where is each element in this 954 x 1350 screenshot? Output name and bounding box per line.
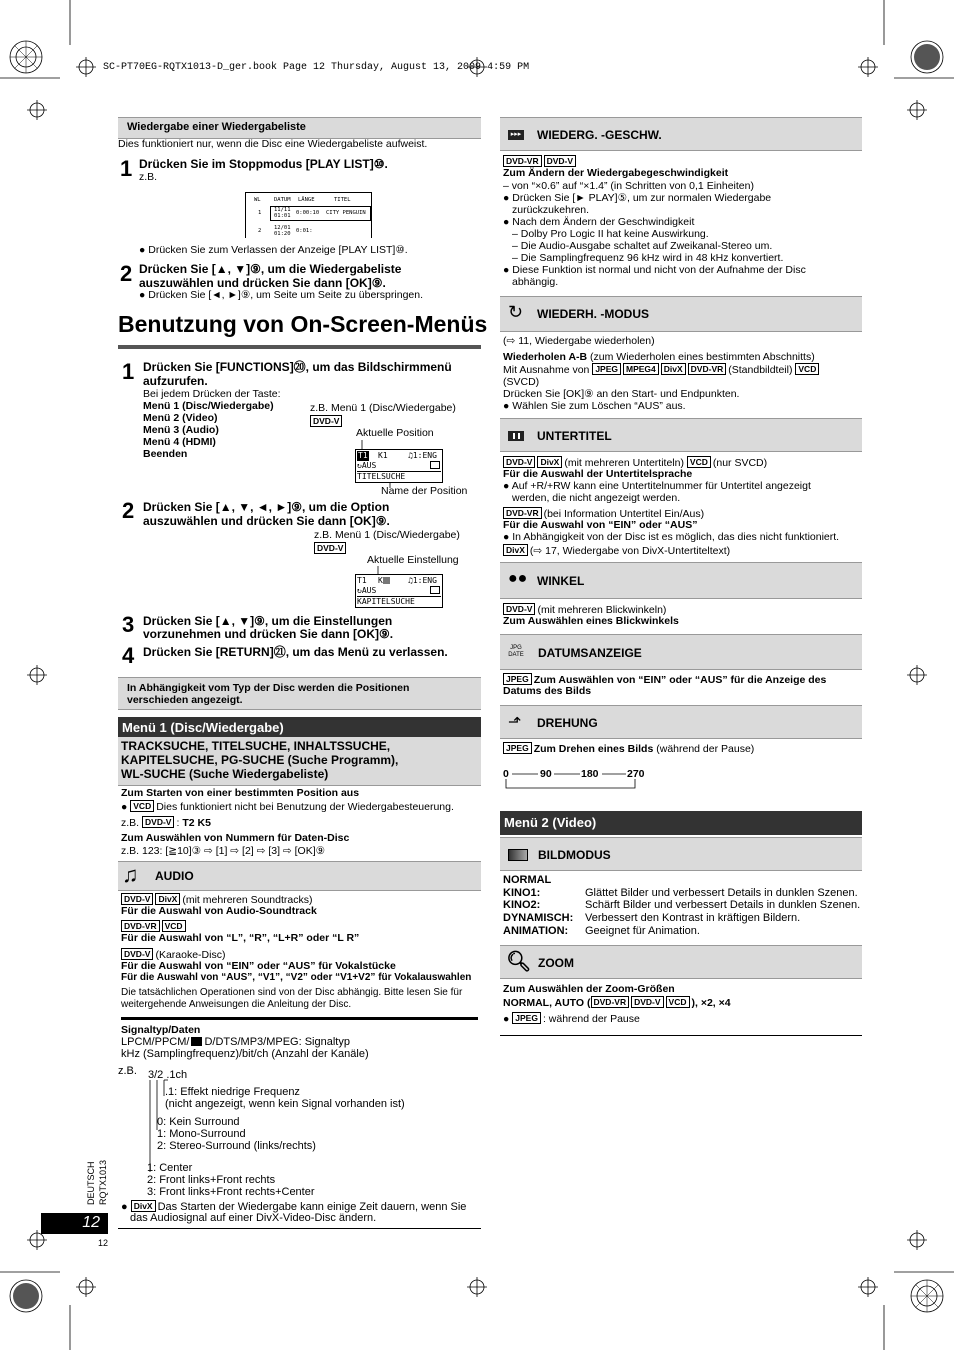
signal-d1b: (nicht angezeigt, wenn kein Signal vorhanden ist) — [165, 1098, 405, 1110]
playlist-cell: CITY PENGUIN — [326, 210, 366, 216]
speed-line: zurückzukehren. — [512, 204, 590, 216]
signal-d3a: 1: Center — [147, 1162, 193, 1174]
page-number: 12 — [82, 1214, 100, 1231]
side-language: DEUTSCH — [86, 1161, 96, 1205]
search-head-line: KAPITELSUCHE, PG-SUCHE (Suche Programm), — [121, 753, 399, 767]
search-head-box — [118, 737, 481, 786]
playlist-cell: 01:01 — [274, 213, 291, 219]
angle-title: WINKEL — [537, 574, 585, 588]
osd2-label-top: Aktuelle Einstellung — [367, 554, 459, 566]
subtitle-bar — [500, 418, 862, 452]
speed-line: ● Drücken Sie [► PLAY]⑤, um zur normalen Wiedergabe — [503, 192, 772, 204]
repeat-title: WIEDERH. -MODUS — [537, 307, 649, 321]
picture-mode-desc: Glättet Bilder und verbessert Details in dunklen Szenen. — [585, 887, 858, 899]
playlist-intro: Dies funktioniert nur, wenn die Disc eine Wiedergabeliste aufweist. — [118, 138, 428, 150]
search-sub: Zum Starten von einer bestimmten Position aus — [121, 787, 360, 799]
zoom-line: ● JPEG : während der Pause — [503, 1013, 640, 1025]
playlist-col-title: TITEL — [334, 197, 351, 203]
playlist-step1-text: Drücken Sie im Stoppmodus [PLAY LIST]⑩. — [139, 157, 388, 171]
audio-note2: weitergehende Anweisungen die Anleitung der Disc. — [121, 999, 352, 1010]
repeat-bar — [500, 296, 862, 332]
divx-note: ● DivX Das Starten der Wiedergabe kann einige Zeit dauern, wenn Sie — [121, 1201, 467, 1213]
zoom-title: ZOOM — [538, 956, 574, 970]
playlist-col-length: LÄNGE — [298, 197, 315, 203]
speed-head: Zum Ändern der Wiedergabegeschwindigkeit — [503, 167, 729, 179]
subtitle-line: ● Auf +R/+RW kann eine Untertitelnummer für Untertitel angezeigt — [503, 480, 811, 492]
step2-number: 2 — [122, 498, 135, 523]
speed-line: ● Nach dem Ändern der Geschwindigkeit — [503, 216, 695, 228]
audio-bar — [118, 861, 481, 891]
audio-note1: Die tatsächlichen Operationen sind von der Disc abhängig. Bitte lesen Sie für — [121, 987, 463, 998]
date-bar — [500, 634, 862, 670]
step1-sub: Bei jedem Drücken der Taste: — [143, 388, 281, 400]
subtitle-title: UNTERTITEL — [537, 429, 612, 443]
osd1-label-bottom: Name der Position — [381, 485, 468, 497]
repeat-line: Drücken Sie [OK]⑨ an den Start- und Endpunkten. — [503, 388, 740, 400]
audio-line2: DVD-VR VCD — [121, 920, 188, 934]
search-head-line: TRACKSUCHE, TITELSUCHE, INHALTSSUCHE, — [121, 739, 391, 753]
signal-eg-value: 3/2 .1ch — [148, 1069, 188, 1081]
signal-d2c: 2: Stereo-Surround (links/rechts) — [157, 1140, 316, 1152]
repeat-icon: ↻ — [508, 302, 524, 322]
page-number-small: 12 — [98, 1238, 109, 1248]
picture-mode-key: ANIMATION: — [503, 925, 569, 937]
playlist-col-date: DATUM — [274, 197, 291, 203]
page-title: Benutzung von On-Screen-Menüs — [118, 311, 488, 337]
playlist-step2-line2: auszuwählen und drücken Sie dann [OK]⑨. — [139, 276, 386, 290]
playlist-step1-number: 1 — [120, 156, 133, 181]
playlist-cell: 01:20 — [274, 231, 291, 237]
menu-list-item: Beenden — [143, 448, 188, 460]
repeat-svcd: (SVCD) — [503, 376, 540, 388]
signal-d3b: 2: Front links+Front rechts — [147, 1174, 276, 1186]
menu-list-item: Menü 1 (Disc/Wiedergabe) — [143, 400, 274, 412]
osd1-label-top: Aktuelle Position — [356, 427, 434, 439]
audio-line3c: Für die Auswahl von “AUS”, “V1”, “V2” oder “V1+V2” für Vokalauswahlen — [121, 972, 472, 983]
divx-note2: das Audiosignal auf einer DivX-Video-Disc ändern. — [130, 1212, 377, 1224]
date-line: Datums des Bilds — [503, 685, 592, 697]
osd2-eg: z.B. Menü 1 (Disc/Wiedergabe) — [314, 529, 460, 541]
picture-mode-key: DYNAMISCH: — [503, 912, 574, 924]
audio-line1b: Für die Auswahl von Audio-Soundtrack — [121, 905, 317, 917]
signal-eg: z.B. — [118, 1065, 137, 1077]
playlist-col-wl: WL — [254, 197, 261, 203]
picture-mode-desc: Verbessert den Kontrast in kräftigen Bildern. — [585, 912, 801, 924]
audio-title: AUDIO — [155, 869, 194, 883]
step3-number: 3 — [122, 612, 135, 637]
notice-box — [118, 677, 481, 710]
repeat-ab: Wiederholen A-B (zum Wiederholen eines bestimmten Abschnitts) — [503, 351, 815, 363]
side-code: RQTX1013 — [98, 1159, 108, 1205]
picture-mode-icon — [508, 849, 528, 861]
title-underline — [118, 345, 481, 349]
playlist-cell: 12/01 — [274, 225, 291, 231]
playlist-cell: 11/11 — [274, 207, 291, 213]
subtitle-line: werden, die nicht angezeigt werden. — [512, 492, 681, 504]
menu-list-item: Menü 2 (Video) — [143, 412, 218, 424]
camera-icon: ●● — [508, 570, 528, 587]
signal-divider — [121, 1017, 478, 1020]
rotate-step: 0 — [503, 768, 509, 780]
step4-text: Drücken Sie [RETURN]㉑, um das Menü zu verlassen. — [143, 645, 448, 659]
playlist-step1-eg: z.B. — [139, 171, 158, 183]
right-bottom-rule — [500, 1035, 862, 1036]
speed-title: WIEDERG. -GESCHW. — [537, 128, 662, 142]
rotate-step: 270 — [627, 768, 645, 780]
search-head-line: WL-SUCHE (Suche Wiedergabeliste) — [121, 767, 329, 781]
speed-line: – Die Samplingfrequenz 96 kHz wird in 48 kHz konvertiert. — [512, 252, 784, 264]
zoom-line: NORMAL, AUTO ( DVD-VR DVD-V VCD ), ×2, ×4 — [503, 997, 731, 1009]
osd2-tag: DVD-V — [314, 542, 348, 556]
picture-mode-key: KINO2: — [503, 899, 541, 911]
menu-list-item: Menü 4 (HDMI) — [143, 436, 216, 448]
rotate-title: DREHUNG — [537, 716, 598, 730]
date-line: JPEG Zum Auswählen von “EIN” oder “AUS” für die Anzeige des — [503, 673, 826, 687]
signal-d3c: 3: Front links+Front rechts+Center — [147, 1186, 315, 1198]
subtitle-line: DVD-VR (bei Information Untertitel Ein/Aus) — [503, 507, 704, 521]
playlist-section-bar — [118, 117, 481, 139]
step1-line2: aufzurufen. — [143, 374, 208, 388]
picture-mode-bar — [500, 837, 862, 871]
menu2-title: Menü 2 (Video) — [504, 815, 597, 830]
notice-line2: verschieden angezeigt. — [127, 694, 243, 706]
zoom-head: Zum Auswählen der Zoom-Größen — [503, 983, 675, 995]
speed-line: – von “×0.6” auf “×1.4” (in Schritten von 0,1 Einheiten) — [503, 180, 754, 192]
file-header-line: SC-PT70EG-RQTX1013-D_ger.book Page 12 Thursday, August 13, 2009 4:59 PM — [103, 62, 530, 73]
rotate-icon: ⬏ — [508, 714, 522, 731]
notice-line1: In Abhängigkeit vom Typ der Disc werden die Positionen — [127, 682, 410, 694]
menu2-title-bar — [500, 811, 862, 835]
menu-list-item: Menü 3 (Audio) — [143, 424, 219, 436]
step2-line1: Drücken Sie [▲, ▼, ◄, ►]⑨, um die Option — [143, 500, 390, 514]
audio-line2b: Für die Auswahl von “L”, “R”, “L+R” oder “L R” — [121, 932, 360, 944]
signal-line1: LPCM/PPCM/ D/DTS/MP3/MPEG: Signaltyp — [121, 1036, 350, 1048]
playlist-cell: 0:00:10 — [296, 210, 320, 216]
picture-mode-key: KINO1: — [503, 887, 541, 899]
search-example: z.B. DVD-V : T2 K5 — [121, 817, 211, 829]
signal-line2: kHz (Samplingfrequenz)/bit/ch (Anzahl der Kanäle) — [121, 1048, 369, 1060]
audio-line3: DVD-V (Karaoke-Disc) — [121, 948, 225, 962]
dolby-icon — [191, 1037, 202, 1046]
subtitle-icon — [508, 431, 524, 441]
subtitle-line: ● In Abhängigkeit von der Disc ist es möglich, das dies nicht funktioniert. — [503, 531, 840, 543]
step3-line1: Drücken Sie [▲, ▼]⑨, um die Einstellungen — [143, 614, 393, 628]
fast-forward-icon: ▸▸▸ — [508, 130, 524, 140]
repeat-line: ● Wählen Sie zum Löschen “AUS” aus. — [503, 400, 686, 412]
playlist-cell: 0:01: — [296, 228, 313, 234]
jpg-date-icon: JPG DATE — [508, 645, 524, 658]
rotate-bar — [500, 705, 862, 739]
playlist-table-box — [245, 192, 372, 238]
signal-d2b: 1: Mono-Surround — [157, 1128, 246, 1140]
music-note-icon: ♫ — [122, 862, 139, 887]
osd1-display: T1 K1 ♫1:ENG ↻AUS TITELSUCHE — [355, 449, 443, 483]
audio-line1: DVD-V DivX (mit mehreren Soundtracks) — [121, 893, 313, 907]
signal-head: Signaltyp/Daten — [121, 1024, 201, 1036]
picture-mode-title: BILDMODUS — [538, 848, 611, 862]
repeat-except: Mit Ausnahme von JPEG MPEG4 DivX DVD-VR (Standbildteil) VCD — [503, 363, 821, 377]
speed-line: abhängig. — [512, 276, 559, 288]
subtitle-line: Für die Auswahl der Untertitelsprache — [503, 468, 693, 480]
subtitle-line: DVD-V DivX (mit mehreren Untertiteln) VCD (nur SVCD) — [503, 456, 767, 470]
speed-tags: DVD-VR DVD-V — [503, 155, 578, 169]
speed-line: – Die Audio-Ausgabe schaltet auf Zweikanal-Stereo um. — [512, 240, 773, 252]
page-number-box — [41, 1213, 108, 1234]
angle-line: Zum Auswählen eines Blickwinkels — [503, 615, 679, 627]
data-disc-head: Zum Auswählen von Nummern für Daten-Disc — [121, 832, 350, 844]
playlist-step2-number: 2 — [120, 261, 133, 286]
step1-number: 1 — [122, 359, 135, 384]
data-disc-example: z.B. 123: [≧10]③ ⇨ [1] ⇨ [2] ⇨ [3] ⇨ [OK]⑨ — [121, 845, 326, 857]
rotate-line: JPEG Zum Drehen eines Bilds (während der Pause) — [503, 742, 754, 756]
rotate-step: 180 — [581, 768, 599, 780]
date-title: DATUMSANZEIGE — [538, 646, 642, 660]
osd1-eg: z.B. Menü 1 (Disc/Wiedergabe) — [310, 402, 456, 414]
step3-line2: vorzunehmen und drücken Sie dann [OK]⑨. — [143, 627, 394, 641]
speed-line: ● Diese Funktion ist normal und nicht von der Aufnahme der Disc — [503, 264, 806, 276]
osd1-tag: DVD-V — [310, 415, 344, 429]
picture-mode-desc: Schärft Bilder und verbessert Details in dunklen Szenen. — [585, 899, 861, 911]
speed-bar — [500, 117, 862, 151]
picture-mode-key: NORMAL — [503, 874, 552, 886]
menu1-title: Menü 1 (Disc/Wiedergabe) — [122, 720, 284, 735]
left-bottom-rule — [118, 1228, 481, 1229]
playlist-step2-note: ● Drücken Sie [◄, ►]⑨, um Seite um Seite zu überspringen. — [139, 289, 423, 301]
rotate-step: 90 — [540, 768, 552, 780]
signal-d2a: 0: Kein Surround — [157, 1116, 240, 1128]
audio-line3b: Für die Auswahl von “EIN” oder “AUS” für Vokalstücke — [121, 960, 396, 972]
subtitle-line: DivX (⇨ 17, Wiedergabe von DivX-Untertiteltext) — [503, 544, 730, 558]
playlist-cell: 1 — [258, 210, 262, 216]
magnifier-icon: 🔍︎ — [506, 951, 532, 973]
signal-d1: .1: Effekt niedrige Frequenz — [165, 1086, 300, 1098]
angle-line: DVD-V (mit mehreren Blickwinkeln) — [503, 603, 666, 617]
picture-mode-desc: Geeignet für Animation. — [585, 925, 700, 937]
speed-line: – Dolby Pro Logic II hat keine Auswirkung. — [512, 228, 709, 240]
subtitle-line: Für die Auswahl von “EIN” oder “AUS” — [503, 519, 698, 531]
step2-line2: auszuwählen und drücken Sie dann [OK]⑨. — [143, 514, 390, 528]
angle-bar — [500, 562, 862, 599]
playlist-step1-note: ● Drücken Sie zum Verlassen der Anzeige [PLAY LIST]⑩. — [139, 244, 408, 256]
playlist-section-title: Wiedergabe einer Wiedergabeliste — [127, 121, 306, 133]
step4-number: 4 — [122, 643, 135, 668]
step1-line1: Drücken Sie [FUNCTIONS]⑳, um das Bildschirmmenü — [143, 360, 452, 374]
menu1-title-bar — [118, 717, 481, 737]
zoom-bar — [500, 945, 862, 979]
osd2-display: T1 K ♫1:ENG ↻AUS KAPITELSUCHE — [355, 574, 443, 608]
repeat-ref: (⇨ 11, Wiedergabe wiederholen) — [503, 335, 655, 347]
vcd-note: ● VCD Dies funktioniert nicht bei Benutzung der Wiedergabesteuerung. — [121, 801, 454, 813]
playlist-step2-line1: Drücken Sie [▲, ▼]⑨, um die Wiedergabeliste — [139, 262, 402, 276]
playlist-cell: 2 — [258, 228, 262, 234]
